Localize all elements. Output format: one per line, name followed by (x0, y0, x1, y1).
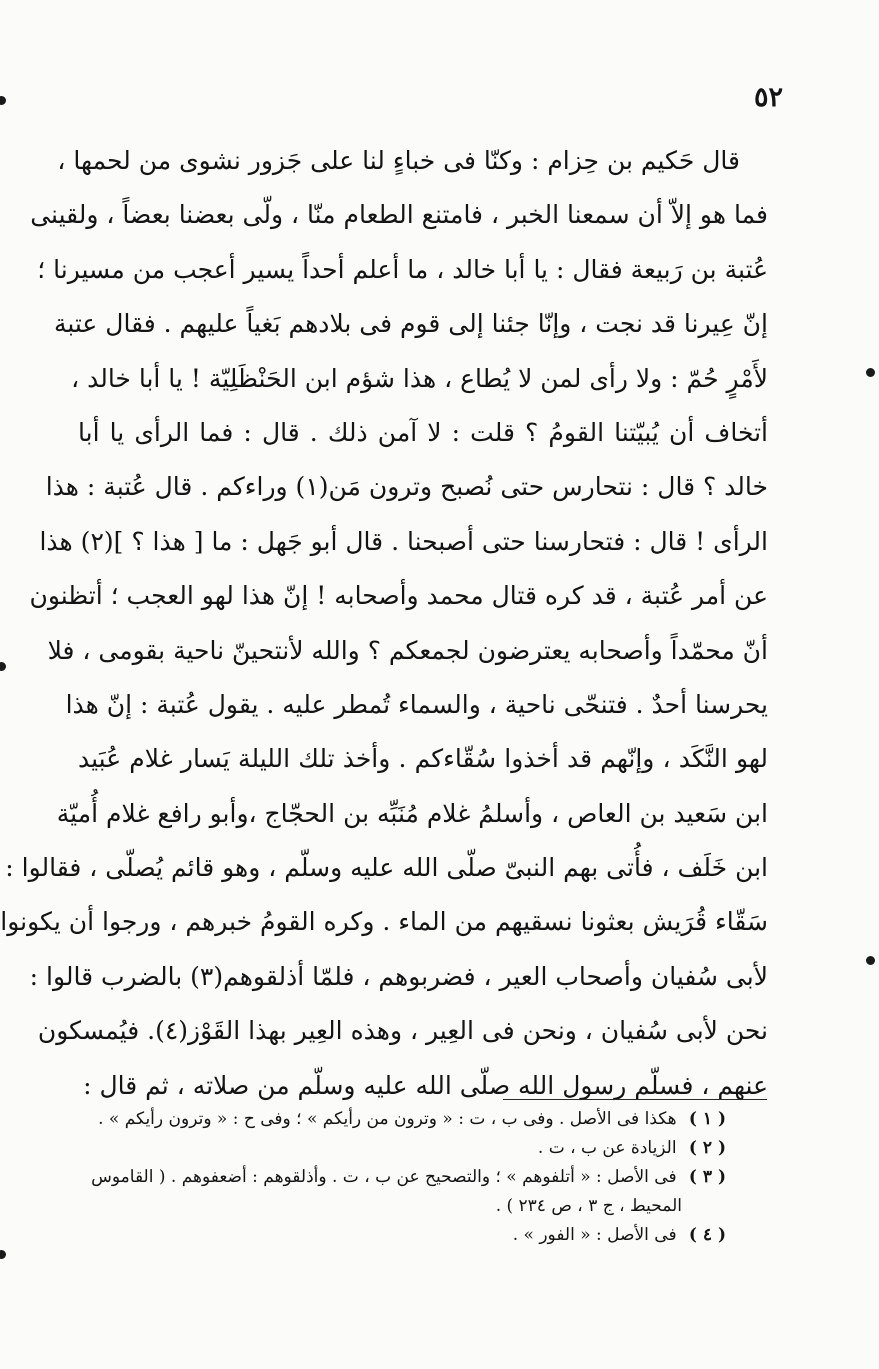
binding-hole-mark (866, 956, 875, 965)
binding-hole-mark (0, 1250, 6, 1259)
text-line: فما هو إلاّ أن سمعنا الخبر ، فامتنع الطعام منّا ، ولّى بعضنا بعضاً ، ولقينى (30, 200, 768, 230)
binding-hole-mark (866, 368, 875, 377)
text-line: أنّ محمّداً وأصحابه يعترضون لجمعكم ؟ والله لأنتحينّ ناحية بقومى ، فلا (47, 635, 768, 665)
text-line: لأَمْرٍ حُمّ : ولا رأى لمن لا يُطاع ، هذا شؤم ابن الحَنْظَلِيّة ! يا أبا خالد ، (71, 363, 768, 393)
text-line: إنّ عِيرنا قد نجت ، وإنّا جئنا إلى قوم فى بلادهم بَغياً عليهم . فقال عتبة (53, 309, 768, 339)
binding-hole-mark (0, 96, 6, 105)
footnote-text: فى الأصل : « أتلفوهم » ؛ والتصحيح عن ب ، ت . وأذلقوهم : أضعفوهم . ( القاموس (91, 1167, 677, 1187)
footnote (76, 1134, 726, 1163)
text-line: عنهم ، فسلّم رسول الله صلّى الله عليه وسلّم من صلاته ، ثم قال : (83, 1070, 768, 1100)
text-line: سَقّاء قُرَيش بعثونا نسقيهم من الماء . وكره القومُ خبرهم ، ورجوا أن يكونوا (0, 907, 768, 937)
text-line: نحن لأبى سُفيان ، ونحن فى العِير ، وهذه العِير بهذا القَوْز(٤). فيُمسكون (37, 1016, 768, 1046)
text-line: قال حَكيم بن حِزام : وكنّا فى خباءٍ لنا على جَزور نشوى من لحمها ، (57, 146, 740, 175)
footnote-text: الزيادة عن ب ، ت . (537, 1138, 677, 1158)
text-line: ابن خَلَف ، فأُتى بهم النبىّ صلّى الله عليه وسلّم ، وهو قائم يُصلّى ، فقالوا : (5, 853, 768, 883)
text-line: خالد ؟ قال : نتحارس حتى نُصبح وترون مَن(١) وراءكم . قال عُتبة : هذا (45, 472, 768, 502)
footnote-marker: ( ٣ ) (688, 1167, 726, 1187)
footnote-text: هكذا فى الأصل . وفى ب ، ت : « وترون من رأيكم » ؛ وفى ح : « وترون رأيكم » . (98, 1109, 677, 1129)
text-line: لأبى سُفيان وأصحاب العير ، فضربوهم ، فلمّا أذلقوهم(٣) بالضرب قالوا : (29, 961, 768, 991)
text-line: أتخاف أن يُبيّتنا القومُ ؟ قلت : لا آمن ذلك . قال : فما الرأى يا أبا (78, 417, 768, 447)
footnote-marker: ( ٤ ) (688, 1225, 726, 1245)
footnote (76, 1105, 726, 1134)
text-line: الرأى ! قال : فتحارسنا حتى أصبحنا . قال أبو جَهل : ما [ هذا ؟ ](٢) هذا (39, 526, 768, 556)
footnote-marker: ( ٢ ) (688, 1138, 726, 1158)
footnotes (76, 1105, 726, 1250)
text-line: لهو النَّكَد ، وإنّهم قد أخذوا سُقّاءكم . وأخذ تلك الليلة يَسار غلام عُبَيد (78, 744, 768, 774)
footnote-divider (503, 1099, 767, 1100)
footnote-text: المحيط ، ج ٣ ، ص ٢٣٤ ) . (495, 1196, 682, 1216)
footnote (76, 1221, 726, 1250)
text-line: عُتبة بن رَبيعة فقال : يا أبا خالد ، ما أعلم أحداً يسير أعجب من مسيرنا ؛ (37, 254, 768, 284)
footnote (76, 1163, 726, 1192)
binding-hole-mark (0, 662, 6, 671)
footnote-continuation (76, 1192, 726, 1221)
text-line: يحرسنا أحدٌ . فتنحّى ناحية ، والسماء تُمطر عليه . يقول عُتبة : إنّ هذا (65, 689, 768, 719)
page-number: ٥٢ (753, 82, 783, 113)
text-line: عن أمر عُتبة ، قد كره قتال محمد وأصحابه ! إنّ هذا لهو العجب ؛ أتظنون (29, 581, 768, 611)
text-line: ابن سَعيد بن العاص ، وأسلمُ غلام مُنَبِّه بن الحجّاج ،وأبو رافع غلام أُميّة (56, 798, 768, 828)
body-text (0, 134, 768, 1113)
footnote-marker: ( ١ ) (688, 1109, 726, 1129)
footnote-text: فى الأصل : « الفور » . (512, 1225, 677, 1245)
